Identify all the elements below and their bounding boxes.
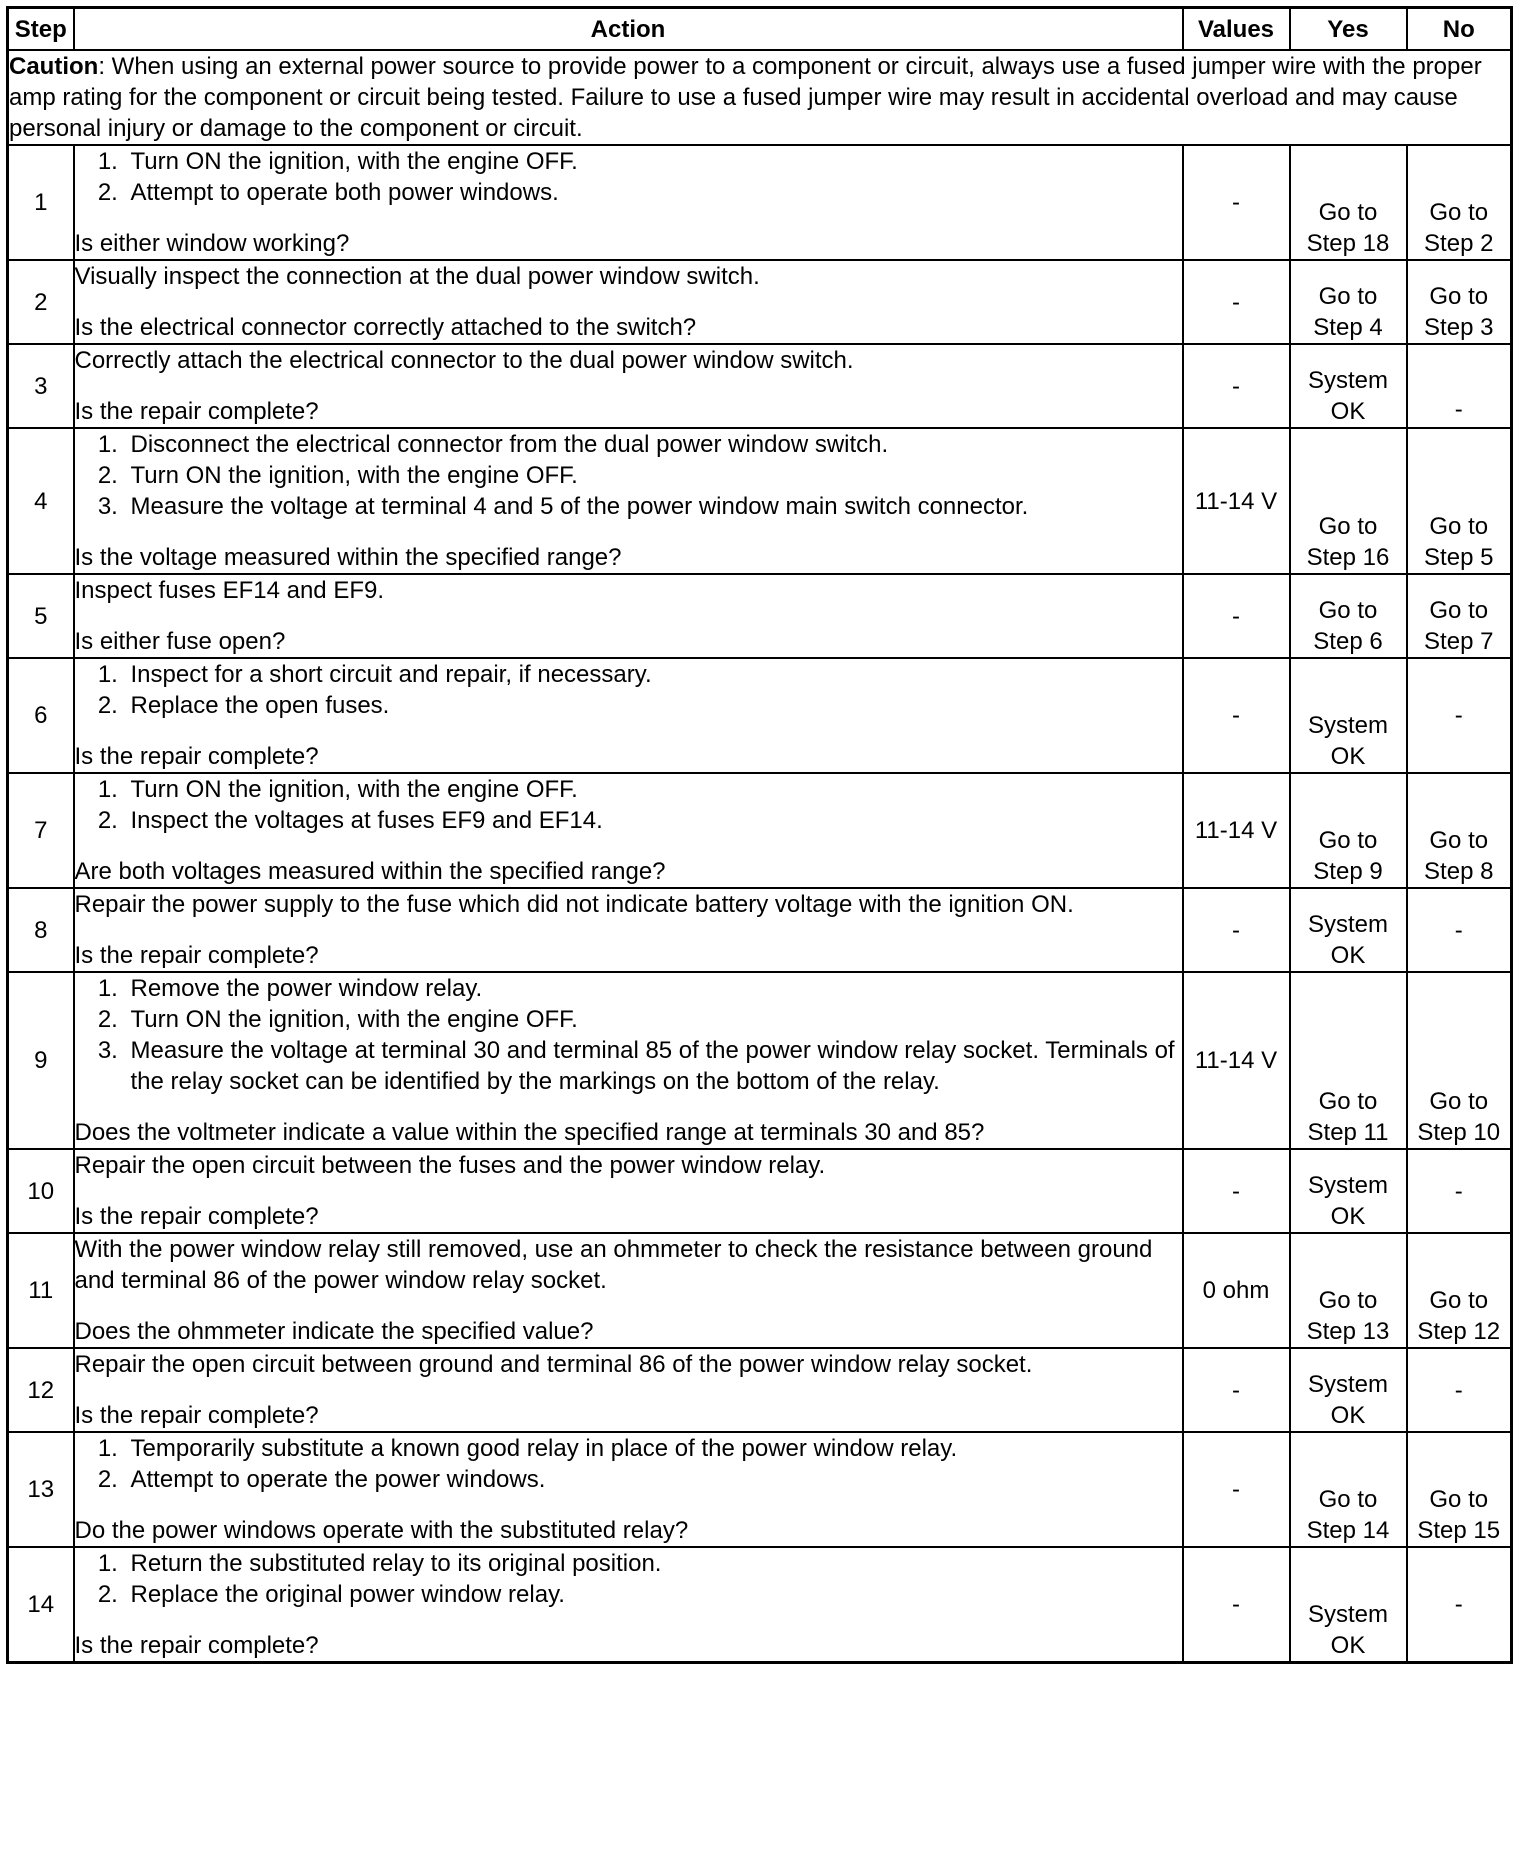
step-number: 5 — [8, 574, 74, 658]
yes-result — [1290, 773, 1407, 888]
yes-result-line: Step 6 — [1313, 628, 1383, 655]
table-row — [8, 1348, 1512, 1432]
yes-result — [1290, 1547, 1407, 1663]
step-number: 9 — [8, 972, 74, 1149]
action-question: Is either window working? — [74, 230, 350, 257]
yes-result-line: System — [1307, 1601, 1388, 1628]
yes-result-line: OK — [1330, 398, 1366, 425]
header-row — [8, 8, 1512, 51]
step-number: 2 — [8, 260, 74, 344]
yes-result-line: System — [1307, 1172, 1388, 1199]
table-row — [8, 1432, 1512, 1547]
yes-result-line: System — [1307, 367, 1388, 394]
yes-result-line: Go to — [1318, 827, 1378, 854]
no-result-line: Step 8 — [1424, 858, 1494, 885]
action-cell — [74, 574, 1183, 658]
step-number: 7 — [8, 773, 74, 888]
action-steps-list — [75, 659, 1182, 721]
no-result — [1407, 972, 1512, 1149]
action-step-item: 1. Return the substituted relay to its original position. — [125, 1548, 1182, 1579]
header-step: Step — [8, 8, 74, 51]
spec-value: - — [1183, 1149, 1290, 1233]
action-cell — [74, 1149, 1183, 1233]
caution-row — [8, 50, 1512, 145]
action-cell — [74, 972, 1183, 1149]
header-values: Values — [1183, 8, 1290, 51]
action-instruction: Repair the open circuit between ground and terminal 86 of the power window relay socket. — [74, 1351, 1033, 1378]
spec-value: - — [1183, 1547, 1290, 1663]
header-action: Action — [74, 8, 1183, 51]
no-result-line: Step 7 — [1424, 628, 1494, 655]
yes-result-line: Step 11 — [1307, 1119, 1389, 1146]
no-result — [1407, 1233, 1512, 1348]
yes-result-line: OK — [1330, 1632, 1366, 1659]
step-number: 10 — [8, 1149, 74, 1233]
no-result-line: Step 15 — [1417, 1517, 1501, 1544]
step-number: 13 — [8, 1432, 74, 1547]
spec-value: 11-14 V — [1183, 773, 1290, 888]
yes-result — [1290, 145, 1407, 260]
no-result-line: Go to — [1429, 597, 1489, 624]
action-instruction: Inspect fuses EF14 and EF9. — [74, 577, 385, 604]
action-step-item: 1. Turn ON the ignition, with the engine OFF. — [125, 774, 1182, 805]
yes-result — [1290, 1233, 1407, 1348]
yes-result — [1290, 888, 1407, 972]
no-result: - — [1407, 888, 1512, 972]
table-row — [8, 145, 1512, 260]
action-cell — [74, 658, 1183, 773]
action-steps-list — [75, 429, 1182, 522]
action-step-item: 2. Replace the open fuses. — [125, 690, 1182, 721]
yes-result-line: Go to — [1318, 1486, 1378, 1513]
spec-value: - — [1183, 1348, 1290, 1432]
yes-result-line: Go to — [1318, 1287, 1378, 1314]
table-row — [8, 344, 1512, 428]
action-question: Is the repair complete? — [74, 1402, 319, 1429]
spec-value: - — [1183, 1432, 1290, 1547]
action-step-item: 1. Temporarily substitute a known good relay in place of the power window relay. — [125, 1433, 1182, 1464]
yes-result — [1290, 428, 1407, 574]
yes-result — [1290, 658, 1407, 773]
yes-result — [1290, 260, 1407, 344]
action-instruction: Visually inspect the connection at the dual power window switch. — [74, 263, 760, 290]
yes-result — [1290, 574, 1407, 658]
spec-value: - — [1183, 658, 1290, 773]
yes-result-line: Go to — [1318, 513, 1378, 540]
no-result-line: Step 2 — [1424, 230, 1494, 257]
table-row — [8, 658, 1512, 773]
step-number: 8 — [8, 888, 74, 972]
table-row — [8, 574, 1512, 658]
step-number: 6 — [8, 658, 74, 773]
caution-label: Caution — [9, 53, 99, 80]
action-step-item: 2. Replace the original power window relay. — [125, 1579, 1182, 1610]
action-question: Is the voltage measured within the specified range? — [74, 544, 622, 571]
yes-result-line: Step 9 — [1313, 858, 1383, 885]
action-question: Does the ohmmeter indicate the specified value? — [74, 1318, 594, 1345]
action-cell — [74, 344, 1183, 428]
action-step-item: 1. Turn ON the ignition, with the engine OFF. — [125, 146, 1182, 177]
yes-result — [1290, 1348, 1407, 1432]
no-result: - — [1407, 344, 1512, 428]
yes-result-line: OK — [1330, 1402, 1366, 1429]
action-steps-list — [75, 774, 1182, 836]
action-question: Is either fuse open? — [74, 628, 286, 655]
action-cell — [74, 260, 1183, 344]
action-step-item: 3. Measure the voltage at terminal 4 and 5 of the power window main switch connector. — [125, 491, 1182, 522]
yes-result-line: Go to — [1318, 199, 1378, 226]
action-step-item: 1. Inspect for a short circuit and repair, if necessary. — [125, 659, 1182, 690]
spec-value: - — [1183, 344, 1290, 428]
action-cell — [74, 1432, 1183, 1547]
action-instruction: With the power window relay still removed, use an ohmmeter to check the resistance between ground and terminal 86 of the power window relay socket. — [74, 1236, 1153, 1294]
no-result-line: Go to — [1429, 283, 1489, 310]
no-result-line: Step 10 — [1417, 1119, 1501, 1146]
action-steps-list — [75, 146, 1182, 208]
no-result-line: Go to — [1429, 1486, 1489, 1513]
action-steps-list — [75, 1433, 1182, 1495]
no-result: - — [1407, 658, 1512, 773]
no-result-line: Step 5 — [1424, 544, 1494, 571]
yes-result — [1290, 972, 1407, 1149]
step-number: 3 — [8, 344, 74, 428]
action-instruction: Repair the open circuit between the fuses and the power window relay. — [74, 1152, 826, 1179]
caution-text: : When using an external power source to provide power to a component or circuit, always use a fused jumper wire with the proper amp rating for the component or circuit being tested. Failure to use a fused jumper wire may result in accidental overload and may cause personal injury or damage to the component or circuit. — [9, 53, 1482, 142]
no-result: - — [1407, 1348, 1512, 1432]
action-step-item: 2. Inspect the voltages at fuses EF9 and EF14. — [125, 805, 1182, 836]
table-row — [8, 428, 1512, 574]
spec-value: 11-14 V — [1183, 428, 1290, 574]
no-result-line: Go to — [1429, 1287, 1489, 1314]
spec-value: - — [1183, 574, 1290, 658]
diagnostic-table — [6, 6, 1513, 1664]
action-cell — [74, 773, 1183, 888]
action-question: Does the voltmeter indicate a value within the specified range at terminals 30 and 85? — [74, 1119, 985, 1146]
action-steps-list — [75, 1548, 1182, 1610]
spec-value: - — [1183, 888, 1290, 972]
yes-result-line: Step 14 — [1306, 1517, 1390, 1544]
no-result: - — [1407, 1547, 1512, 1663]
action-step-item: 1. Remove the power window relay. — [125, 973, 1182, 1004]
action-question: Is the electrical connector correctly attached to the switch? — [74, 314, 697, 341]
action-step-item: 2. Turn ON the ignition, with the engine OFF. — [125, 460, 1182, 491]
no-result-line: Go to — [1429, 199, 1489, 226]
no-result — [1407, 1432, 1512, 1547]
action-question: Do the power windows operate with the substituted relay? — [74, 1517, 689, 1544]
step-number: 14 — [8, 1547, 74, 1663]
action-steps-list — [75, 973, 1182, 1097]
header-no: No — [1407, 8, 1512, 51]
action-step-item: 3. Measure the voltage at terminal 30 and terminal 85 of the power window relay socket. Terminals of the relay socket can be identified by the markings on the bottom of the relay. — [125, 1035, 1182, 1097]
action-cell — [74, 888, 1183, 972]
no-result-line: Step 12 — [1417, 1318, 1501, 1345]
spec-value: - — [1183, 260, 1290, 344]
yes-result-line: System — [1307, 911, 1388, 938]
yes-result — [1290, 344, 1407, 428]
yes-result-line: Go to — [1318, 283, 1378, 310]
action-step-item: 2. Attempt to operate the power windows. — [125, 1464, 1182, 1495]
action-cell — [74, 428, 1183, 574]
no-result — [1407, 145, 1512, 260]
yes-result-line: Go to — [1318, 1088, 1378, 1115]
table-row — [8, 773, 1512, 888]
table-row — [8, 1547, 1512, 1663]
action-instruction: Repair the power supply to the fuse which did not indicate battery voltage with the ignition ON. — [74, 891, 1074, 918]
no-result-line: Go to — [1429, 513, 1489, 540]
yes-result — [1290, 1149, 1407, 1233]
table-row — [8, 972, 1512, 1149]
step-number: 4 — [8, 428, 74, 574]
step-number: 1 — [8, 145, 74, 260]
yes-result-line: OK — [1330, 743, 1366, 770]
action-instruction: Correctly attach the electrical connector to the dual power window switch. — [74, 347, 854, 374]
spec-value: 11-14 V — [1183, 972, 1290, 1149]
yes-result-line: Step 18 — [1306, 230, 1390, 257]
action-question: Is the repair complete? — [74, 1632, 319, 1659]
table-row — [8, 260, 1512, 344]
yes-result-line: OK — [1330, 942, 1366, 969]
action-cell — [74, 145, 1183, 260]
action-step-item: 1. Disconnect the electrical connector from the dual power window switch. — [125, 429, 1182, 460]
no-result — [1407, 260, 1512, 344]
table-row — [8, 1233, 1512, 1348]
step-number: 12 — [8, 1348, 74, 1432]
action-question: Is the repair complete? — [74, 942, 319, 969]
yes-result-line: Go to — [1318, 597, 1378, 624]
action-cell — [74, 1348, 1183, 1432]
spec-value: - — [1183, 145, 1290, 260]
action-step-item: 2. Turn ON the ignition, with the engine OFF. — [125, 1004, 1182, 1035]
no-result-line: Go to — [1429, 1088, 1489, 1115]
step-number: 11 — [8, 1233, 74, 1348]
no-result-line: Step 3 — [1424, 314, 1494, 341]
yes-result-line: Step 4 — [1313, 314, 1383, 341]
action-question: Is the repair complete? — [74, 743, 319, 770]
yes-result-line: System — [1307, 1371, 1388, 1398]
header-yes: Yes — [1290, 8, 1407, 51]
table-row — [8, 1149, 1512, 1233]
spec-value: 0 ohm — [1183, 1233, 1290, 1348]
table-row — [8, 888, 1512, 972]
action-question: Is the repair complete? — [74, 398, 319, 425]
action-step-item: 2. Attempt to operate both power windows. — [125, 177, 1182, 208]
action-question: Are both voltages measured within the specified range? — [74, 858, 666, 885]
action-cell — [74, 1547, 1183, 1663]
no-result-line: Go to — [1429, 827, 1489, 854]
yes-result-line: Step 16 — [1306, 544, 1390, 571]
yes-result-line: System — [1307, 712, 1388, 739]
no-result: - — [1407, 1149, 1512, 1233]
yes-result — [1290, 1432, 1407, 1547]
action-question: Is the repair complete? — [74, 1203, 319, 1230]
yes-result-line: Step 13 — [1306, 1318, 1390, 1345]
action-cell — [74, 1233, 1183, 1348]
no-result — [1407, 428, 1512, 574]
no-result — [1407, 773, 1512, 888]
no-result — [1407, 574, 1512, 658]
caution-note — [8, 50, 1512, 145]
yes-result-line: OK — [1330, 1203, 1366, 1230]
